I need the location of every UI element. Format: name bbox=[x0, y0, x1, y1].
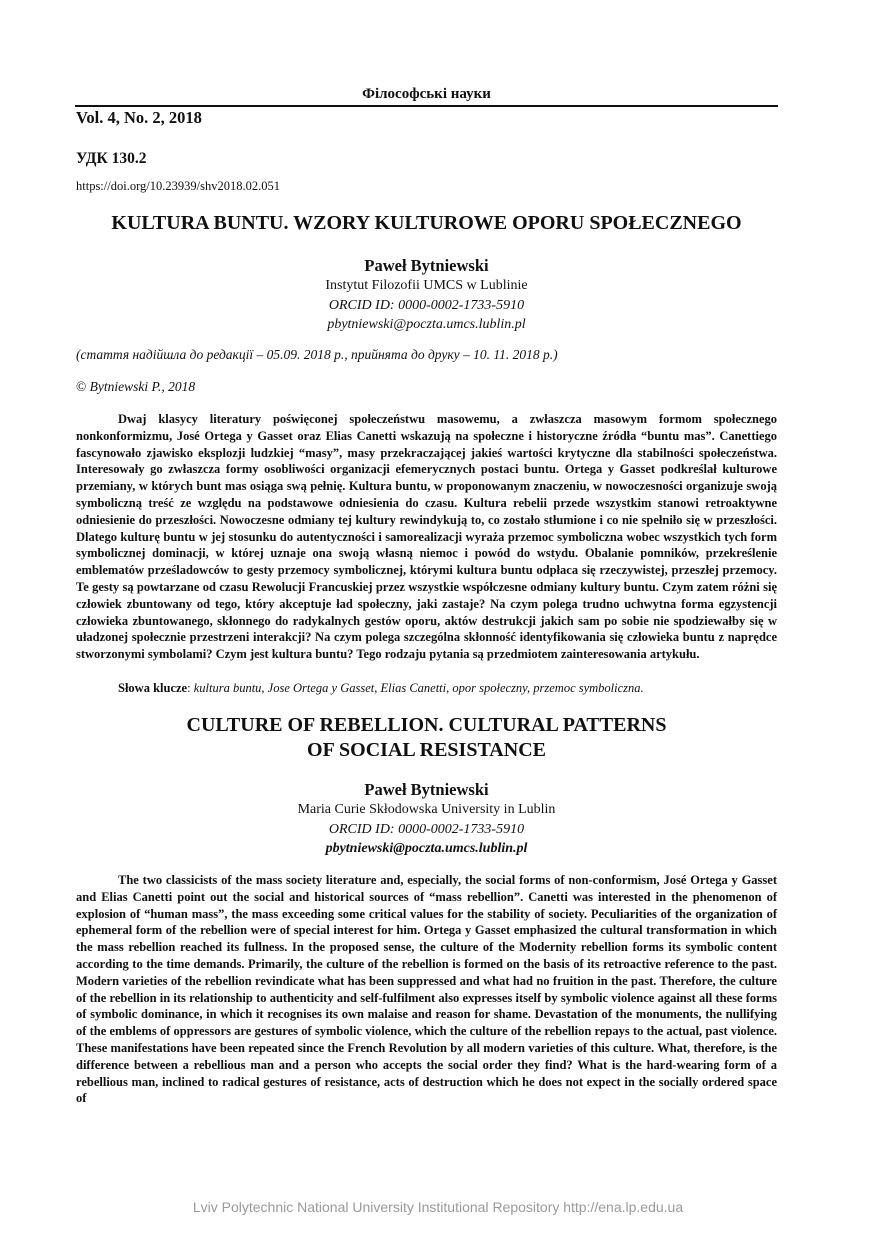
english-title-line-1: CULTURE OF REBELLION. CULTURAL PATTERNS bbox=[186, 714, 667, 736]
copyright-text: Bytniewski P., 2018 bbox=[89, 379, 196, 394]
copyright-symbol: © bbox=[76, 379, 87, 394]
udk-code: УДК 130.2 bbox=[76, 150, 147, 167]
author-email[interactable]: pbytniewski@poczta.umcs.lublin.pl bbox=[327, 317, 526, 332]
polish-author-block bbox=[76, 256, 777, 335]
keywords-list: kultura buntu, Jose Ortega y Gasset, Elias Canetti, opor społeczny, przemoc symboliczna. bbox=[193, 681, 644, 695]
english-title-line-2: OF SOCIAL RESISTANCE bbox=[307, 739, 546, 761]
copyright-line bbox=[76, 378, 195, 396]
repository-footer: Lviv Polytechnic National University Institutional Repository http://ena.lp.edu.ua bbox=[192, 1199, 684, 1215]
header-rule bbox=[75, 105, 778, 107]
running-head: Філософські науки bbox=[362, 86, 491, 102]
author-name: Paweł Bytniewski bbox=[364, 780, 489, 799]
volume-issue: Vol. 4, No. 2, 2018 bbox=[76, 108, 202, 127]
orcid: ORCID ID: 0000-0002-1733-5910 bbox=[328, 821, 525, 837]
english-abstract: The two classicists of the mass society literature and, especially, the social forms of non-conformism, José Ortega y Gasset and Elias Canetti point out the social and historical sources of “mass rebellion”. Canetti was interested in the phenomenon of explosion of “human mass”, the mass exceeding some critical values for the stability of society. Peculiarities of the organization of ephemeral form of the rebellion were of special interest for him. Ortega y Gasset emphasized the cultural transformation in which the mass rebellion reached its fullness. In the proposed sense, the culture of the Modernity rebellion forms its symbolic content according to the time demands. Primarily, the culture of the rebellion is formed on the basis of its retroactive reference to the past. Modern varieties of the rebellion revindicate what has been suppressed and what had no fruition in the past. Therefore, the culture of the rebellion in its relationship to authenticity and self-fulfilment also expresses itself by symbolic violence against all these forms of symbolic dominance, in which it recognises its own malaise and reason for shame. Devastation of the monuments, the nullifying of the emblems of oppressors are gestures of symbolic violence, which the culture of the rebellion repays to the actual, past violence. These manifestations have been repeated since the French Revolution by all modern varieties of this culture. What, therefore, is the difference between a rebellious man and a person who accepts the social order they find? What is the hard-wearing form of a rebellious man, inclined to radical gestures of resistance, acts of destruction which he does not expect in the socially ordered space of bbox=[76, 873, 777, 1106]
received-dates: (стаття надійшла до редакції – 05.09. 2018 р., прийнята до друку – 10. 11. 2018 р.) bbox=[76, 347, 558, 362]
english-author-block bbox=[76, 780, 777, 859]
polish-title: KULTURA BUNTU. WZORY KULTUROWE OPORU SPOŁECZNEGO bbox=[111, 212, 742, 234]
affiliation: Maria Curie Skłodowska University in Lublin bbox=[297, 802, 556, 817]
doi-link[interactable]: https://doi.org/10.23939/shv2018.02.051 bbox=[76, 179, 280, 193]
english-title bbox=[76, 713, 777, 763]
keywords-label: Słowa klucze bbox=[118, 681, 188, 695]
author-email[interactable]: pbytniewski@poczta.umcs.lublin.pl bbox=[325, 841, 528, 856]
affiliation: Instytut Filozofii UMCS w Lublinie bbox=[325, 278, 528, 293]
keywords: Słowa klucze: kultura buntu, Jose Ortega y Gasset, Elias Canetti, opor społeczny, przemoc symboliczna. bbox=[118, 681, 644, 695]
author-name: Paweł Bytniewski bbox=[364, 256, 489, 275]
orcid: ORCID ID: 0000-0002-1733-5910 bbox=[328, 297, 525, 313]
polish-abstract: Dwaj klasycy literatury poświęconej społeczeństwu masowemu, a zwłaszcza masowym formom społecznego nonkonformizmu, José Ortega y Gasset oraz Elias Canetti wskazują na społeczne i historyczne źródła “buntu mas”. Canettiego fascynowało zjawisko eksplozji ludzkiej “masy”, masy przekraczającej jakieś wartości krytyczne dla stabilności społeczeństwa. Interesowały go zwłaszcza formy osobliwości organizacji efemerycznych postaci buntu. Ortega y Gasset podkreślał kulturowe przemiany, w których bunt mas osiąga swą pełnię. Kultura buntu, w proponowanym znaczeniu, w nowoczesności organizuje swoją symboliczną treść ze względu na podstawowe odniesienia do czasu. Kultura rebelii przede wszystkim stanowi retroaktywne odniesienie do przeszłości. Nowoczesne odmiany tej kultury rewindykują to, co zostało stłumione i co nie spełniło się w przeszłości. Dlatego kulturę buntu w jej stosunku do autentyczności i samorealizacji wyraża przemoc symboliczna wobec wszystkich tych form symbolicznej dominacji, w której uznaje ona swoją własną niemoc i powód do wstydu. Obalanie pomników, przekreślenie emblematów prześladowców to gesty przemocy symbolicznej, którymi kultura buntu odpłaca się rzeczywistej, przeszłej przemocy. Te gesty są powtarzane od czasu Rewolucji Francuskiej przez wszystkie współczesne odmiany kultury buntu. Czym zatem różni się człowiek zbuntowany od tego, który akceptuje ład społeczny, jaki zastaje? Na czym polega trudno uchwytna forma egzystencji człowieka zbuntowanego, skłonnego do radykalnych gestów oporu, aktów destrukcji jakich sam po sobie nie spodziewałby się w uładzonej społecznie przestrzeni interakcji? Na czym polega szczególna skłonność identyfikowania się człowieka buntu z naprędce stworzonymi symbolami? Czym jest kultura buntu? Tego rodzaju pytania są przedmiotem zainteresowania artykułu. bbox=[76, 412, 777, 662]
